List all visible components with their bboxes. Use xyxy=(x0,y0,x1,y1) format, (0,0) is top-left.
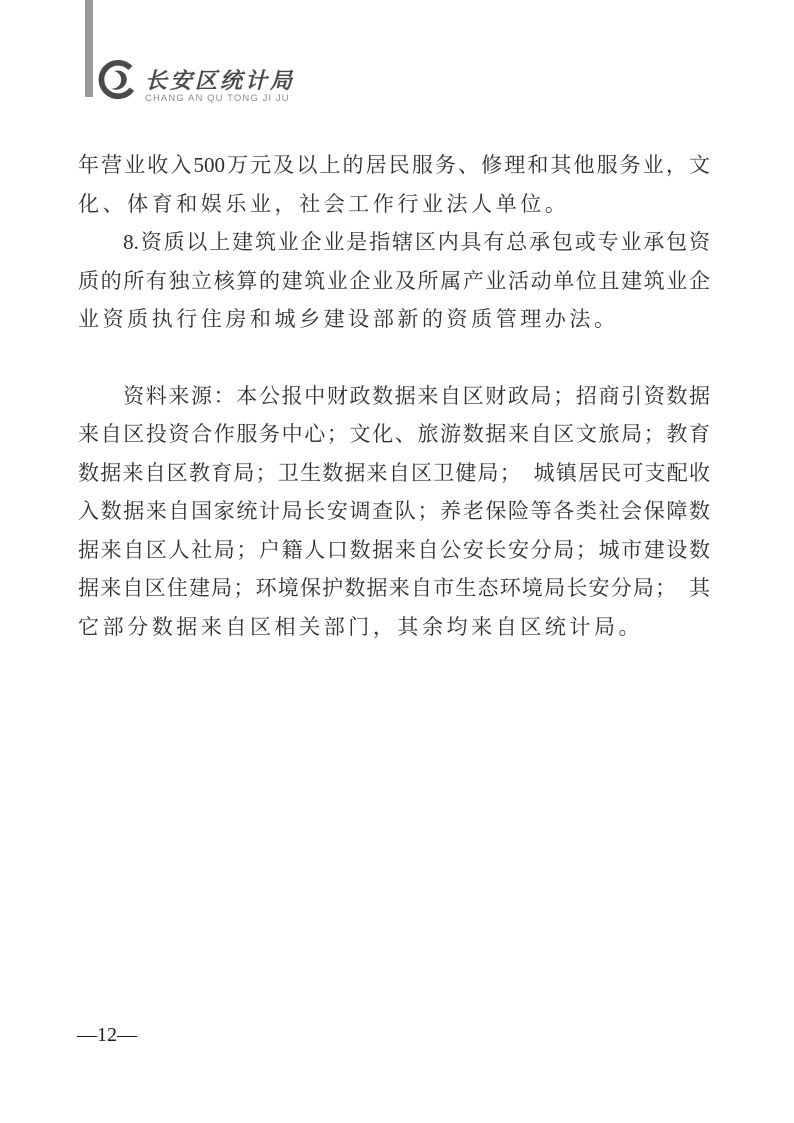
text-line: 业资质执行住房和城乡建设部新的资质管理办法。 xyxy=(78,307,619,331)
text-line: 8.资质以上建筑业企业是指辖区内具有总承包或专业承包资 xyxy=(123,230,710,254)
text-line: 据来自区人社局；户籍人口数据来自公安长安分局；城市建设数 xyxy=(78,537,710,562)
text-line: 化、体育和娱乐业，社会工作行业法人单位。 xyxy=(78,191,570,216)
text-line: 年营业收入500万元及以上的居民服务、修理和其他服务业，文 xyxy=(78,153,710,177)
paragraph-service-units xyxy=(78,146,710,223)
text-line: 质的所有独立核算的建筑业企业及所属产业活动单位且建筑业企 xyxy=(78,268,710,293)
text-line: 数据来自区教育局；卫生数据来自区卫健局； 城镇居民可支配收 xyxy=(78,460,710,485)
text-line: 资料来源：本公报中财政数据来自区财政局；招商引资数据 xyxy=(123,383,710,408)
text-line: 据来自区住建局；环境保护数据来自市生态环境局长安分局； 其 xyxy=(78,576,710,600)
bureau-logo xyxy=(96,57,295,105)
text-line: 来自区投资合作服务中心；文化、旅游数据来自区文旅局；教育 xyxy=(78,422,710,446)
page-number: —12— xyxy=(77,1024,137,1046)
bureau-logo-text xyxy=(145,57,295,105)
bureau-logo-icon xyxy=(96,59,138,104)
bureau-name-chinese: 长安区统计局 xyxy=(145,68,296,93)
text-line: 它部分数据来自区相关部门，其余均来自区统计局。 xyxy=(78,614,644,639)
left-accent-bar xyxy=(85,0,93,97)
bureau-name-pinyin: CHANG AN QU TONG JI JU xyxy=(145,93,290,104)
paragraph-construction-enterprises xyxy=(78,223,710,339)
body-text xyxy=(78,146,710,646)
paragraph-data-sources xyxy=(78,377,710,647)
text-line: 入数据来自国家统计局长安调查队；养老保险等各类社会保障数 xyxy=(78,499,710,523)
